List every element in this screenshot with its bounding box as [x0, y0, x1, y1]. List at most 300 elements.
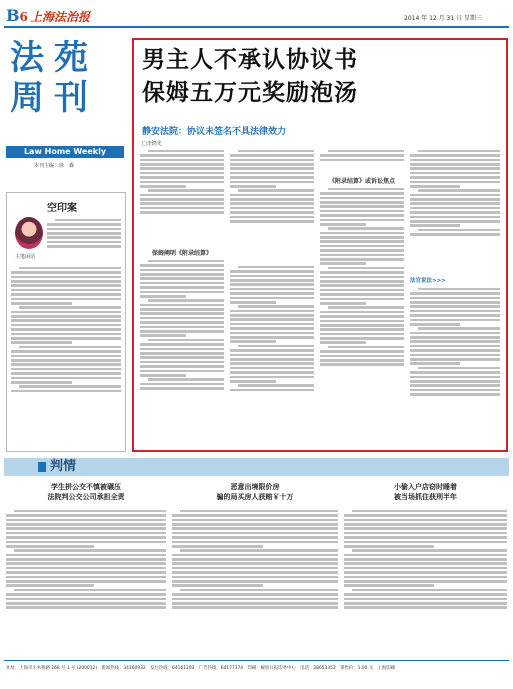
text-line [320, 271, 404, 274]
text-line [230, 167, 314, 170]
text-line [418, 229, 500, 232]
text-line [140, 154, 224, 157]
text-line [140, 374, 186, 377]
text-line [238, 150, 314, 153]
text-line [320, 258, 404, 261]
text-line [11, 359, 121, 362]
text-line [47, 245, 121, 248]
weekday: 星期三 [464, 15, 483, 22]
text-line [344, 519, 507, 522]
text-line [11, 377, 121, 380]
text-line [11, 328, 121, 331]
text-line [11, 298, 121, 301]
section-head-2: 《附录结算》或诉讼焦点 [328, 178, 395, 185]
text-line [11, 284, 121, 287]
text-line [418, 189, 500, 192]
text-line [140, 365, 224, 368]
text-line [11, 319, 121, 322]
text-line [320, 214, 404, 217]
bottom-banner [4, 458, 509, 476]
text-line [344, 514, 507, 517]
text-line [140, 159, 224, 162]
text-line [410, 349, 500, 352]
sidebar-title [10, 38, 122, 118]
text-line [230, 323, 314, 326]
text-line [148, 339, 224, 342]
text-line [320, 154, 404, 157]
text-line [410, 305, 500, 308]
story-1-title-l2: 法院判公交公司承担全责 [47, 493, 125, 501]
text-line [11, 372, 121, 375]
text-line [6, 545, 94, 548]
footer-rule [4, 660, 509, 661]
text-line [320, 197, 404, 200]
text-line [344, 562, 507, 565]
text-line [6, 523, 166, 526]
text-line [410, 181, 500, 184]
text-line [320, 324, 404, 327]
text-line [410, 292, 500, 295]
text-line [410, 211, 500, 214]
text-line [344, 580, 507, 583]
page-number: 6 [19, 10, 28, 24]
text-line [172, 523, 338, 526]
text-line [140, 176, 224, 179]
text-line [230, 297, 314, 300]
sidebar [4, 34, 126, 454]
text-line [328, 267, 404, 270]
text-line [352, 510, 507, 513]
text-line [6, 580, 166, 583]
text-line [344, 545, 434, 548]
text-line [418, 288, 500, 291]
text-line [6, 554, 166, 557]
text-line [320, 337, 404, 340]
text-line [344, 527, 507, 530]
text-line [320, 236, 404, 239]
english-title: Law Home Weekly [23, 147, 107, 156]
text-line [11, 315, 121, 318]
text-line [410, 336, 500, 339]
text-line [172, 545, 263, 548]
story-3-title [344, 482, 507, 502]
text-line [410, 167, 500, 170]
text-line [328, 188, 404, 191]
text-line [320, 223, 366, 226]
english-title-bar [6, 146, 124, 158]
editor-line: 本刊主编：徐 森 [34, 163, 75, 169]
text-line [230, 327, 314, 330]
text-line [230, 310, 314, 313]
text-line [320, 201, 404, 204]
main-article-box [132, 38, 508, 452]
text-line [11, 302, 72, 305]
text-line [230, 349, 314, 352]
text-line [344, 567, 507, 570]
text-line [238, 384, 314, 387]
section-head-3: 法官说法>>> [410, 278, 446, 284]
text-line [140, 317, 224, 320]
text-line [238, 189, 314, 192]
text-line [320, 192, 404, 195]
text-line [140, 181, 224, 184]
text-line [320, 280, 404, 283]
text-line [320, 315, 404, 318]
text-line [230, 207, 314, 210]
text-line [230, 163, 314, 166]
sidebar-title-line2: 周刊 [10, 78, 98, 118]
text-line [11, 311, 121, 314]
story-2-title-l2: 骗的局买房人获赔￥十万 [216, 493, 294, 501]
story-2-body [172, 508, 338, 652]
text-line [11, 289, 121, 292]
text-line [47, 232, 121, 235]
text-line [180, 510, 338, 513]
text-line [140, 211, 224, 214]
text-line [140, 286, 224, 289]
text-line [230, 367, 314, 370]
text-line [320, 276, 404, 279]
article-col1-b [140, 258, 224, 444]
text-line [230, 389, 314, 392]
text-line [11, 355, 121, 358]
text-line [410, 332, 500, 335]
text-line [410, 314, 500, 317]
text-line [19, 306, 121, 309]
text-line [352, 589, 507, 592]
text-line [140, 185, 186, 188]
text-line [11, 350, 121, 353]
text-line [320, 333, 404, 336]
text-line [140, 334, 186, 337]
text-line [11, 337, 121, 340]
text-line [6, 536, 166, 539]
text-line [344, 523, 507, 526]
text-line [140, 273, 224, 276]
article-col3-a [320, 148, 404, 172]
subhead: 静安法院：协议未签名不具法律效力 [142, 127, 287, 137]
text-line [47, 241, 121, 244]
text-line [148, 189, 224, 192]
text-line [172, 527, 338, 530]
text-line [230, 185, 276, 188]
text-line [410, 224, 460, 227]
headline [142, 44, 502, 110]
text-line [11, 280, 121, 283]
text-line [6, 571, 166, 574]
text-line [140, 194, 224, 197]
text-line [172, 571, 338, 574]
text-line [320, 254, 404, 257]
header-date [404, 13, 482, 22]
article-col1-a [140, 148, 224, 244]
section-code: B [6, 6, 20, 25]
text-line [6, 598, 166, 601]
text-line [148, 260, 224, 263]
text-line [230, 371, 314, 374]
text-line [320, 219, 404, 222]
article-col4-a [410, 148, 500, 274]
column-title: 空印案 [47, 203, 77, 214]
text-line [172, 593, 338, 596]
text-line [410, 358, 500, 361]
text-line [410, 194, 500, 197]
text-line [14, 549, 166, 552]
banner-label: 判情 [50, 459, 77, 474]
text-line [230, 292, 314, 295]
article-col2-a [230, 148, 314, 258]
story-1 [6, 482, 166, 654]
text-line [140, 264, 224, 267]
header-rule [4, 26, 509, 28]
text-line [230, 202, 314, 205]
text-line [230, 176, 314, 179]
masthead: 上海法治报 [30, 10, 91, 24]
text-line [6, 562, 166, 565]
text-line [320, 320, 404, 323]
text-line [140, 308, 224, 311]
text-line [418, 150, 500, 153]
text-line [6, 606, 166, 609]
text-line [172, 602, 338, 605]
text-line [6, 527, 166, 530]
text-line [328, 150, 404, 153]
story-1-title [6, 482, 166, 502]
text-line [172, 567, 338, 570]
text-line [320, 159, 404, 162]
text-line [344, 571, 507, 574]
text-line [230, 159, 314, 162]
text-line [320, 298, 404, 301]
text-line [410, 163, 500, 166]
text-line [410, 389, 500, 392]
text-line [140, 163, 224, 166]
text-line [140, 356, 224, 359]
text-line [328, 227, 404, 230]
text-line [230, 288, 314, 291]
text-line [172, 541, 338, 544]
text-line [410, 233, 500, 236]
text-line [140, 330, 224, 333]
text-line [410, 384, 500, 387]
text-line [230, 318, 314, 321]
text-line [180, 589, 338, 592]
text-line [320, 363, 404, 366]
text-line [238, 266, 314, 269]
text-line [47, 236, 121, 239]
text-line [230, 380, 276, 383]
text-line [320, 341, 366, 344]
text-line [140, 172, 224, 175]
text-line [19, 267, 121, 270]
text-line [418, 367, 500, 370]
text-line [344, 532, 507, 535]
text-line [320, 311, 404, 314]
text-line [320, 355, 404, 358]
text-line [140, 277, 224, 280]
text-line [172, 606, 338, 609]
text-line [6, 541, 166, 544]
text-line [410, 154, 500, 157]
article-col4-b [410, 286, 500, 444]
banner-mark [38, 462, 46, 472]
text-line [344, 558, 507, 561]
text-line [140, 207, 224, 210]
text-line [230, 154, 314, 157]
text-line [344, 536, 507, 539]
text-line [230, 336, 314, 339]
text-line [230, 181, 314, 184]
text-line [230, 358, 314, 361]
text-line [140, 202, 224, 205]
sidebar-title-line1: 法苑 [10, 38, 98, 78]
text-line [230, 172, 314, 175]
text-line [410, 362, 460, 365]
text-line [6, 532, 166, 535]
story-3 [344, 482, 507, 654]
story-2-title [172, 482, 338, 502]
text-line [140, 321, 224, 324]
text-line [148, 299, 224, 302]
text-line [320, 302, 366, 305]
footer: 社址：上海市小木桥路 268 号 1 号 (200032) 新闻热线：34160932 发行热线：64161293 广告热线：64177374 印刷：解放日报印务中心 电话：28653353 零售价：1.00 元 上海印刷 [6, 666, 396, 671]
text-line [55, 219, 121, 222]
text-line [148, 378, 224, 381]
section-head-1: 保姆阐明《附录结算》 [151, 250, 212, 257]
text-line [320, 293, 404, 296]
text-line [140, 269, 224, 272]
page-badge [6, 6, 28, 25]
text-line [410, 159, 500, 162]
text-line [172, 519, 338, 522]
text-line [140, 383, 224, 386]
text-line [14, 589, 166, 592]
text-line [344, 598, 507, 601]
text-line [320, 249, 404, 252]
column-body-top [47, 217, 121, 261]
text-line [410, 340, 500, 343]
text-line [320, 205, 404, 208]
text-line [352, 549, 507, 552]
text-line [172, 558, 338, 561]
text-line [410, 198, 500, 201]
text-line [410, 176, 500, 179]
text-line [344, 584, 434, 587]
text-line [320, 262, 366, 265]
text-line [230, 314, 314, 317]
text-line [6, 567, 166, 570]
text-line [11, 363, 121, 366]
text-line [230, 220, 314, 223]
text-line [11, 390, 121, 393]
text-line [320, 240, 404, 243]
text-line [418, 327, 500, 330]
text-line [148, 150, 224, 153]
text-line [140, 304, 224, 307]
text-line [410, 354, 500, 357]
text-line [328, 306, 404, 309]
byline: □李鸿光 [142, 141, 162, 147]
author-photo [15, 217, 43, 249]
text-line [172, 584, 263, 587]
text-line [140, 198, 224, 201]
text-line [344, 606, 507, 609]
text-line [140, 167, 224, 170]
article-col2-b [230, 264, 314, 444]
text-line [410, 323, 460, 326]
text-line [6, 576, 166, 579]
text-line [410, 185, 460, 188]
headline-line2: 保姆五万元奖励泡汤 [142, 80, 358, 106]
column-body [11, 265, 121, 445]
text-line [410, 345, 500, 348]
text-line [410, 319, 500, 322]
text-line [410, 207, 500, 210]
text-line [6, 558, 166, 561]
text-line [230, 216, 314, 219]
text-line [140, 282, 224, 285]
story-2 [172, 482, 338, 654]
text-line [230, 211, 314, 214]
text-line [238, 305, 314, 308]
text-line [140, 387, 224, 390]
text-line [410, 376, 500, 379]
text-line [410, 202, 500, 205]
text-line [320, 232, 404, 235]
text-line [410, 380, 500, 383]
text-line [230, 332, 314, 335]
text-line [172, 580, 338, 583]
text-line [320, 284, 404, 287]
story-3-body [344, 508, 507, 652]
text-line [238, 345, 314, 348]
story-2-title-l1: 恶意出境限价房 [230, 483, 280, 491]
text-line [320, 210, 404, 213]
text-line [230, 270, 314, 273]
text-line [410, 297, 500, 300]
text-line [140, 348, 224, 351]
text-line [230, 340, 276, 343]
column-box [6, 192, 126, 452]
text-line [172, 562, 338, 565]
text-line [230, 198, 314, 201]
text-line [172, 514, 338, 517]
host-label: 主笔闲话 [15, 254, 36, 260]
text-line [11, 341, 72, 344]
text-line [47, 228, 121, 231]
text-line [19, 385, 121, 388]
text-line [14, 510, 166, 513]
text-line [320, 350, 404, 353]
text-line [344, 541, 507, 544]
text-line [172, 554, 338, 557]
text-line [11, 276, 121, 279]
text-line [11, 324, 121, 327]
story-3-title-l2: 被当场抓住获刑半年 [394, 493, 457, 501]
headline-line1: 男主人不承认协议书 [142, 47, 358, 73]
text-line [344, 593, 507, 596]
text-line [230, 279, 314, 282]
text-line [320, 328, 404, 331]
text-line [230, 275, 314, 278]
text-line [230, 362, 314, 365]
text-line [19, 346, 121, 349]
text-line [11, 333, 121, 336]
text-line [140, 326, 224, 329]
text-line [410, 220, 500, 223]
text-line [172, 532, 338, 535]
text-line [410, 172, 500, 175]
